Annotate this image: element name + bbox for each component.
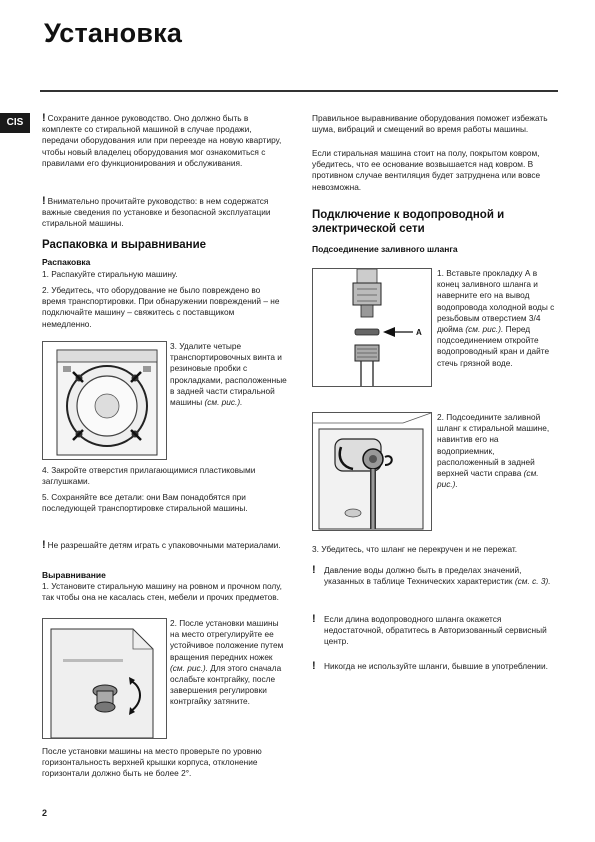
unpack-step-2: 2. Убедитесь, что оборудование не было повреждено во время транспортировки. При обнаружении повреждений – не подключайте машину – свяжитесь с поставщиком немедленно.	[42, 285, 280, 329]
hose-step-1	[437, 268, 555, 369]
unpack-step-1: 1. Распакуйте стиральную машину.	[42, 269, 178, 279]
level-step-2	[170, 618, 288, 708]
subheading-leveling: Выравнивание	[42, 570, 106, 580]
level-step-2-figure-ref: (см. рис.).	[170, 662, 208, 673]
washer-foot-illustration	[43, 619, 166, 738]
unpack-step-5: 5. Сохраняйте все детали: они Вам понадобятся при последующей транспортировке стиральной машины.	[42, 492, 248, 514]
section-heading-unpacking: Распаковка и выравнивание	[42, 239, 207, 251]
section-heading-connection: Подключение к водопроводной и электрической сети	[312, 209, 505, 235]
page-title: Установка	[44, 18, 183, 48]
level-final-note: После установки машины на место проверьте по уровню горизонтальность верхней крышки корпуса, отклонение горизонтали должно быть не более 2°.	[42, 746, 262, 779]
warning-icon: !	[312, 564, 316, 576]
page-number: 2	[42, 808, 48, 818]
warning-hose-length	[312, 614, 555, 648]
warning-used-hoses	[312, 661, 555, 672]
subheading-inlet-hose: Подсоединение заливного шланга	[312, 244, 458, 254]
hose-step-2-figure-ref: (см. рис.).	[437, 468, 539, 490]
warning-icon: !	[312, 613, 316, 625]
level-step-2-text-b: Для этого сначала ослабьте контргайку, после завершения регулировки контргайку затяните.	[170, 662, 282, 707]
hose-connector-illustration	[313, 269, 431, 386]
figure-transport-bolts	[42, 341, 167, 460]
washer-back-illustration	[43, 342, 166, 459]
hose-step-3: 3. Убедитесь, что шланг не перекручен и не пережат.	[312, 544, 518, 554]
intro-text-2: Внимательно прочитайте руководство: в нем содержатся важные сведения по установке и безопасной эксплуатации стиральной машины.	[42, 196, 271, 229]
unpack-step-3-text: 3. Удалите четыре транспортировочных винта и резиновые пробки с прокладками, расположенные в задней части стиральной машины	[170, 341, 287, 408]
hose-step-2	[437, 412, 555, 490]
warning-icon: !	[42, 112, 46, 124]
right-paragraph-2: Если стиральная машина стоит на полу, покрытом ковром, убедитесь, что ее основание возвышается над ковром. В противном случае вентиляция будет затруднена или вовсе невозможна.	[312, 148, 541, 192]
title-rule	[40, 90, 558, 92]
level-step-1: 1. Установите стиральную машину на ровном и прочном полу, так чтобы она не касалась стен, мебели и прочих предметов.	[42, 581, 282, 603]
hose-step-1-text-b: Перед подсоединением откройте водопроводный кран и дайте стечь грязной воде.	[437, 324, 550, 368]
intro-paragraph-2	[42, 196, 285, 230]
right-paragraph-1: Правильное выравнивание оборудования поможет избежать шума, вибраций и смещений во время работы машины.	[312, 113, 548, 135]
unpack-step-3-figure-ref: (см. рис.).	[204, 397, 243, 408]
figure-inlet-connection	[312, 412, 432, 531]
warning-pressure-ref: (см. с. 3).	[514, 576, 551, 587]
unpack-step-3	[170, 341, 288, 408]
intro-text-1: Сохраните данное руководство. Оно должно быть в комплекте со стиральной машиной в случае продажи, передачи оборудования или при переезде на новую квартиру, чтобы новый владелец оборудования мог ознакомиться с правилами его функционирования и обслуживания.	[42, 113, 282, 168]
warning-used-hoses-text: Никогда не используйте шланги, бывшие в употреблении.	[324, 661, 548, 671]
subheading-unpacking: Распаковка	[42, 257, 91, 267]
figure-hose-washer	[312, 268, 432, 387]
warning-icon: !	[42, 195, 46, 207]
hose-step-1-text: 1. Вставьте прокладку А в конец заливного шланга и наверните его на вывод водопровода холодной воды с резьбовым отверстием 3/4 дюйма	[437, 268, 555, 335]
warning-pressure-text	[324, 565, 555, 587]
warning-pressure-body: Давление воды должно быть в пределах значений, указанных в таблице Технических характеристик	[324, 565, 522, 587]
warning-hose-length-text: Если длина водопроводного шланга окажется недостаточной, обратитесь в Авторизованный сервисный центр.	[324, 614, 547, 647]
intro-paragraph-1	[42, 113, 285, 169]
figure-adjustable-foot	[42, 618, 167, 739]
warning-children-text: Не разрешайте детям играть с упаковочными материалами.	[47, 540, 281, 550]
warning-children	[42, 540, 285, 551]
hose-step-2-text: 2. Подсоедините заливной шланг к стиральной машине, навинтив его на водоприемник, расположенный в задней верхней части справа	[437, 412, 550, 479]
language-tab: CIS	[0, 113, 30, 133]
inlet-connection-illustration	[313, 413, 431, 530]
warning-icon: !	[312, 660, 316, 672]
unpack-step-4: 4. Закройте отверстия прилагающимися пластиковыми заглушками.	[42, 465, 256, 487]
warning-icon: !	[42, 539, 46, 551]
figure-label-a: A	[416, 328, 422, 337]
level-step-2-text: 2. После установки машины на место отрегулируйте ее устойчивое положение путем вращения передних ножек	[170, 618, 284, 662]
warning-pressure	[312, 565, 555, 587]
hose-step-1-figure-ref: (см. рис.).	[465, 324, 504, 335]
